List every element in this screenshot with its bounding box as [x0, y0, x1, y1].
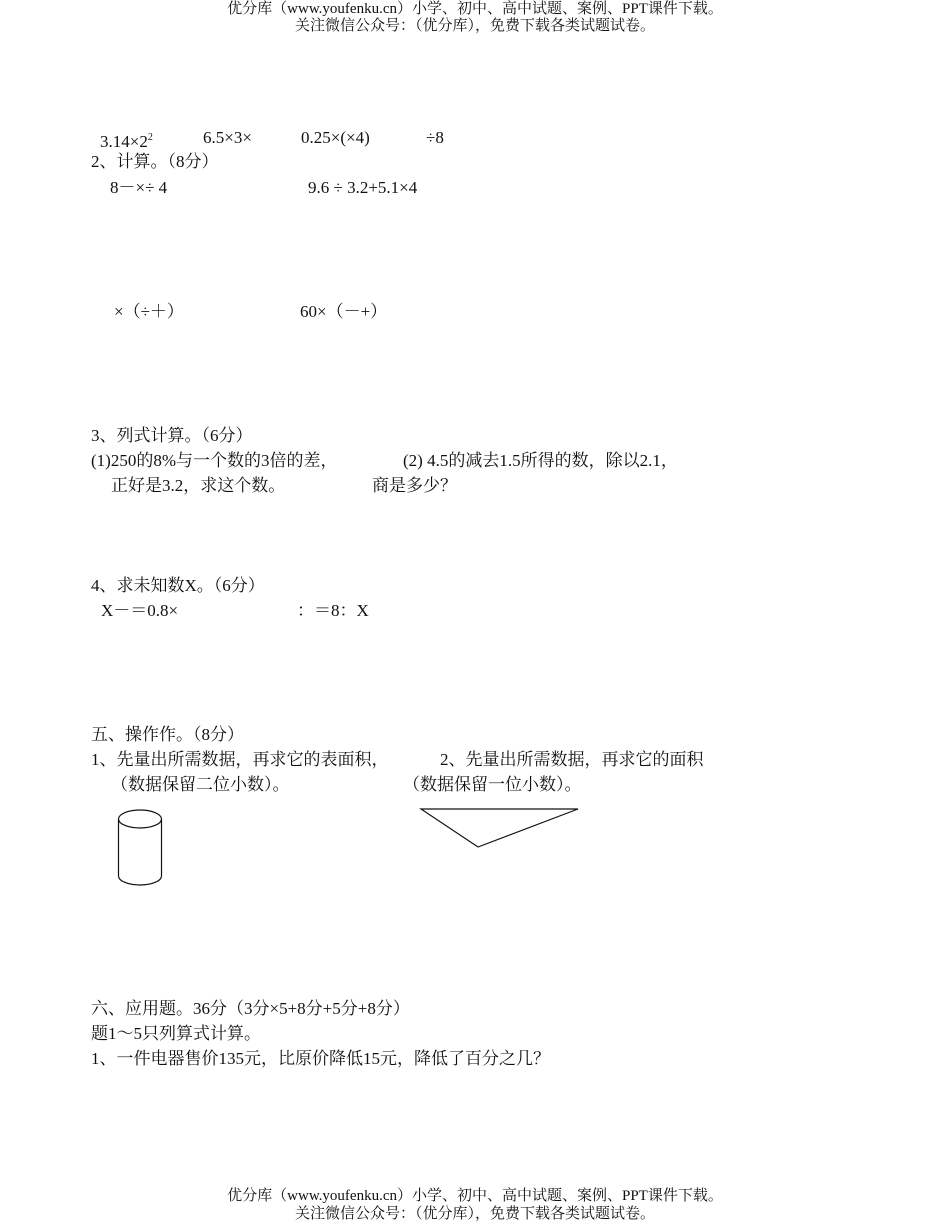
cylinder-bottom-arc [119, 876, 162, 885]
part6-question-1: 1、一件电器售价135元，比原价降低15元，降低了百分之几？ [91, 1049, 550, 1068]
part6-note: 题1～5只列算式计算。 [91, 1024, 261, 1043]
expression-3-14-exponent: 2 [147, 132, 153, 143]
part6-title: 六、应用题。36分（3分×5+8分+5分+8分） [91, 999, 410, 1018]
expression-3-14 [100, 127, 153, 153]
part5-title: 五、操作作。（8分） [91, 725, 244, 744]
triangle-figure [420, 808, 582, 850]
q2-expression-a: 8－×÷ 4 [110, 178, 168, 197]
q4-title: 4、求未知数X。（6分） [91, 576, 265, 595]
q2-expression-d: 60×（－+） [300, 302, 388, 321]
part5-q1-line2: （数据保留二位小数）。 [111, 775, 290, 794]
q3-title: 3、列式计算。（6分） [91, 426, 253, 445]
q3-part2-line2: 商是多少？ [372, 476, 457, 495]
q3-part1-line2: 正好是3.2，求这个数。 [111, 476, 286, 495]
expression-6-5: 6.5×3× [203, 128, 252, 147]
cylinder-figure [117, 808, 165, 888]
page-header-line1: 优分库（www.youfenku.cn）小学、初中、高中试题、案例、PPT课件下载。 [227, 1, 723, 17]
q2-expression-b: 9.6 ÷ 3.2+5.1×4 [308, 178, 418, 197]
part5-q2-line2: （数据保留一位小数）。 [403, 775, 582, 794]
part5-q1-line1: 1、先量出所需数据，再求它的表面积， [91, 750, 389, 769]
page-footer-line1: 优分库（www.youfenku.cn）小学、初中、高中试题、案例、PPT课件下载。 [227, 1188, 723, 1204]
expression-3-14-base: 3.14×2 [100, 132, 148, 151]
q4-equation-2: ：＝8：X [297, 601, 369, 620]
q4-equation-1: X－＝0.8× [101, 601, 179, 620]
expression-divide-8: ÷8 [426, 128, 444, 147]
q2-title: 2、计算。（8分） [91, 152, 219, 171]
cylinder-top-ellipse [119, 810, 162, 828]
part5-q2-line1: 2、先量出所需数据，再求它的面积 [440, 750, 704, 769]
page-footer-line2: 关注微信公众号：（优分库），免费下载各类试题试卷。 [294, 1206, 655, 1222]
triangle-outline [421, 809, 578, 847]
page-header-line2: 关注微信公众号：（优分库），免费下载各类试题试卷。 [294, 18, 655, 34]
q2-expression-c: ×（÷＋） [114, 302, 184, 321]
expression-0-25: 0.25×(×4) [301, 128, 370, 147]
q3-part2-line1: (2) 4.5的减去1.5所得的数，除以2.1， [403, 451, 678, 470]
q3-part1-line1: (1)250的8%与一个数的3倍的差， [91, 451, 338, 470]
